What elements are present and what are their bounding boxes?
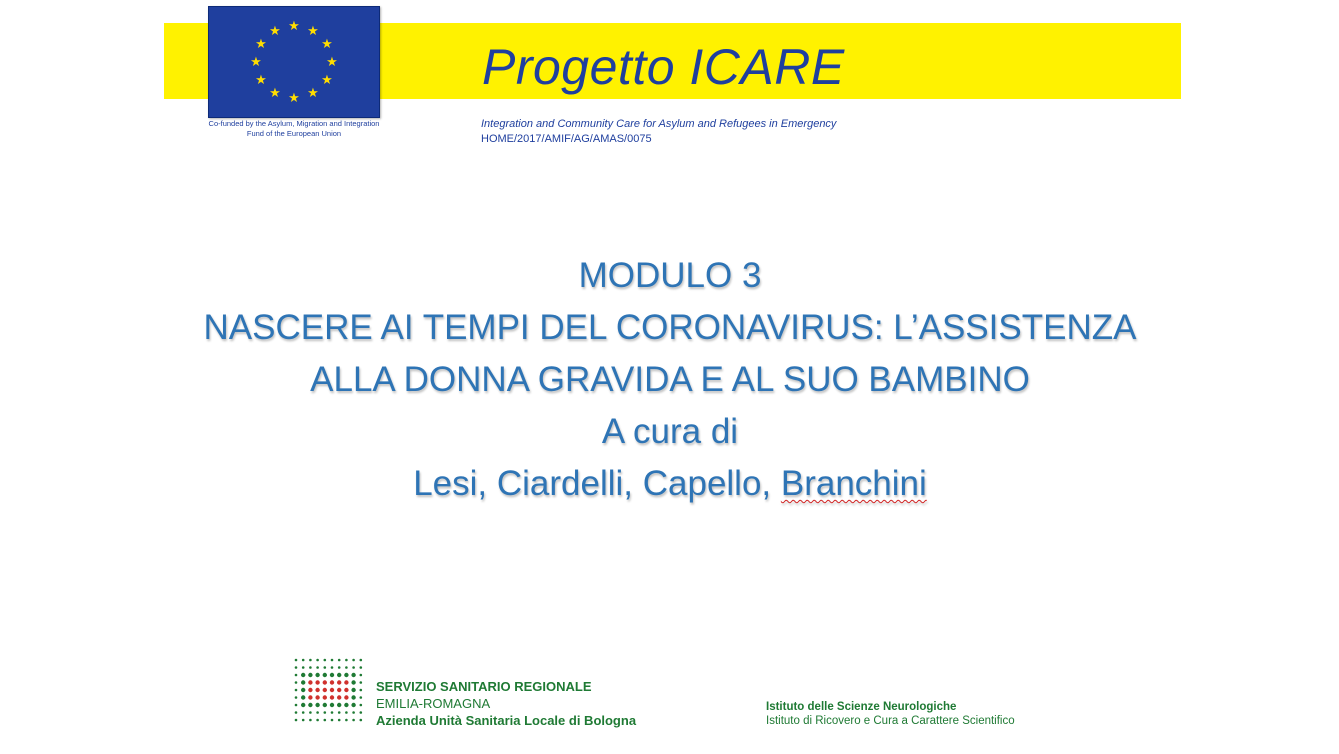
logo-dot [337,673,341,677]
logo-dot [302,659,305,662]
logo-dot [316,719,319,722]
logo-dot [330,688,334,692]
logo-dot [308,695,312,699]
logo-dot [331,659,334,662]
ssr-region: EMILIA-ROMAGNA [376,696,491,711]
logo-dot [315,703,319,707]
logo-dot [323,688,327,692]
logo-dot [344,703,348,707]
logo-dot [344,680,348,684]
logo-dot [360,704,363,707]
logo-dot [301,703,305,707]
logo-dot [330,695,334,699]
logo-dot [360,681,363,684]
logo-dot [337,695,341,699]
logo-dot [352,719,355,722]
svg-text:★: ★ [307,24,319,39]
logo-dot [302,666,305,669]
logo-dot [338,659,341,662]
logo-dot [295,704,298,707]
logo-dot [301,673,305,677]
logo-dot [352,666,355,669]
logo-dot [302,711,305,714]
logo-dot [344,673,348,677]
isn-name: Istituto delle Scienze Neurologiche [766,701,957,713]
logo-dot [331,719,334,722]
logo-dot [301,688,305,692]
svg-text:★: ★ [326,55,338,70]
logo-dot [360,711,363,714]
logo-dot [351,703,355,707]
logo-dot [295,696,298,699]
ssr-text-block [376,678,636,729]
logo-dot [308,673,312,677]
logo-dot [360,719,363,722]
logo-dot [360,674,363,677]
logo-dot [323,695,327,699]
module-number: MODULO 3 [578,256,762,295]
author-branchini: Branchini [780,464,927,503]
logo-dot [360,666,363,669]
logo-dot [360,689,363,692]
logo-dot [316,659,319,662]
logo-dot [295,659,298,662]
svg-text:★: ★ [269,24,281,39]
logo-dot [315,673,319,677]
isn-subtitle: Istituto di Ricovero e Cura a Carattere Scientifico [766,715,1015,727]
logo-dot [324,666,327,669]
logo-dot [337,680,341,684]
logo-dot [295,719,298,722]
project-code: HOME/2017/AMIF/AG/AMAS/0075 [481,133,652,145]
logo-dot [302,719,305,722]
logo-dot [338,711,341,714]
curated-by-label: A cura di [601,412,739,451]
eu-cofunded-caption: Co-funded by the Asylum, Migration and Integration Fund of the European Union [208,119,380,138]
logo-dot [295,689,298,692]
logo-dot [323,703,327,707]
logo-dot [308,688,312,692]
svg-text:★: ★ [255,73,267,88]
logo-dot [316,711,319,714]
logo-dot [351,688,355,692]
logo-dot [331,666,334,669]
logo-dot [345,659,348,662]
logo-dot [330,673,334,677]
logo-dot [345,719,348,722]
ssr-dots-logo-icon [293,657,365,725]
logo-dot [351,680,355,684]
logo-dot [337,703,341,707]
logo-dot [295,666,298,669]
logo-dot [351,673,355,677]
module-title-line-2: ALLA DONNA GRAVIDA E AL SUO BAMBINO [310,360,1030,399]
logo-dot [344,695,348,699]
logo-dot [301,680,305,684]
logo-dot [338,666,341,669]
logo-dot [295,681,298,684]
logo-dot [330,680,334,684]
project-subtitle: Integration and Community Care for Asylum and Refugees in Emergency [481,118,837,130]
logo-dot [351,695,355,699]
slide-title-block [120,250,1220,510]
authors-line [120,458,1220,510]
logo-dot [338,719,341,722]
authors-prefix: Lesi, Ciardelli, Capello, [413,464,781,503]
svg-text:★: ★ [307,86,319,101]
logo-dot [323,680,327,684]
svg-text:★: ★ [250,55,262,70]
ssr-azienda: Azienda Unità Sanitaria Locale di Bologna [376,713,637,728]
logo-dot [309,659,312,662]
svg-text:★: ★ [255,37,267,52]
logo-dot [308,680,312,684]
logo-dot [315,680,319,684]
ssr-name: SERVIZIO SANITARIO REGIONALE [376,679,592,694]
logo-dot [345,711,348,714]
logo-dot [323,673,327,677]
logo-dot [295,711,298,714]
logo-dot [301,695,305,699]
logo-dot [324,659,327,662]
svg-text:★: ★ [288,91,300,106]
logo-dot [309,711,312,714]
logo-dot [316,666,319,669]
logo-dot [315,688,319,692]
svg-text:★: ★ [321,73,333,88]
project-title: Progetto ICARE [482,39,845,95]
isn-text-block [766,700,1015,728]
logo-dot [324,719,327,722]
svg-text:★: ★ [269,86,281,101]
logo-dot [331,711,334,714]
logo-dot [345,666,348,669]
logo-dot [344,688,348,692]
svg-text:★: ★ [321,37,333,52]
logo-dot [308,703,312,707]
logo-dot [360,659,363,662]
logo-dot [337,688,341,692]
logo-dot [324,711,327,714]
logo-dot [352,659,355,662]
logo-dot [315,695,319,699]
logo-dot [309,666,312,669]
logo-dot [330,703,334,707]
svg-text:★: ★ [288,19,300,34]
logo-dot [352,711,355,714]
logo-dot [309,719,312,722]
eu-flag-icon [208,6,380,118]
logo-dot [295,674,298,677]
logo-dot [360,696,363,699]
module-title-line-1: NASCERE AI TEMPI DEL CORONAVIRUS: L’ASSISTENZA [203,308,1137,347]
